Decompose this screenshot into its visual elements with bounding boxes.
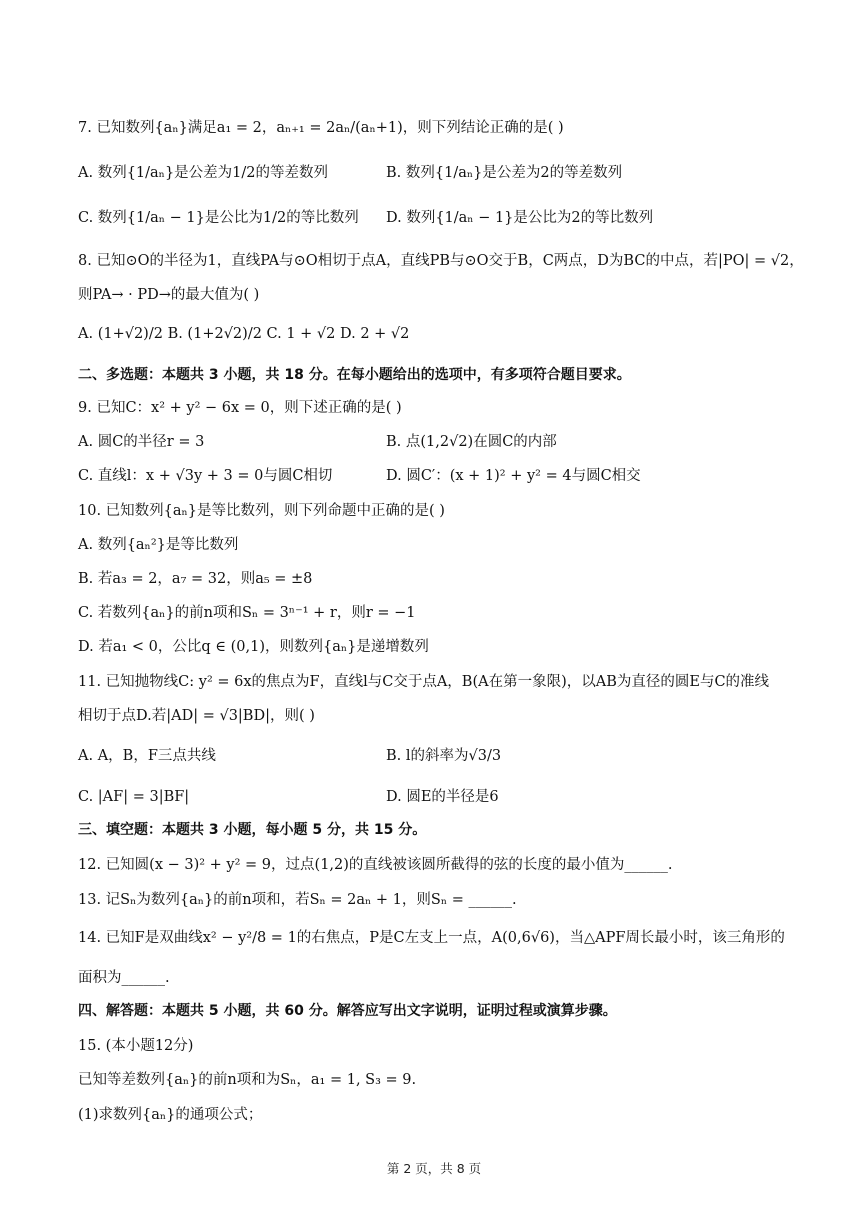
page-footer: 第 2 页，共 8 页 xyxy=(386,1161,482,1176)
q9-option-a: A. 圆C的半径r = 3 xyxy=(78,434,205,450)
q12-stem: 12. 已知圆(x − 3)² + y² = 9，过点(1,2)的直线被该圆所截得的弦的长度的最小值为______. xyxy=(78,857,673,873)
q11-option-a: A. A，B，F三点共线 xyxy=(78,748,216,764)
q7-option-a: A. 数列{1/aₙ}是公差为1/2的等差数列 xyxy=(78,165,329,181)
q7-option-c: C. 数列{1/aₙ − 1}是公比为1/2的等比数列 xyxy=(78,210,359,226)
q11-option-d: D. 圆E的半径是6 xyxy=(386,789,499,805)
q11-stem: 11. 已知抛物线C: y² = 6x的焦点为F，直线l与C交于点A，B(A在第一象限)，以AB为直径的圆E与C的准线 xyxy=(78,674,770,690)
q7-stem: 7. 已知数列{aₙ}满足a₁ = 2，aₙ₊₁ = 2aₙ/(aₙ+1)，则下列结论正确的是( ) xyxy=(78,120,564,136)
section-3-heading: 三、填空题：本题共 3 小题，每小题 5 分，共 15 分。 xyxy=(78,822,427,838)
q10-option-c: C. 若数列{aₙ}的前n项和Sₙ = 3ⁿ⁻¹ + r，则r = −1 xyxy=(78,605,416,621)
q9-stem: 9. 已知C：x² + y² − 6x = 0，则下述正确的是( ) xyxy=(78,400,402,416)
q7-option-d: D. 数列{1/aₙ − 1}是公比为2的等比数列 xyxy=(386,210,654,226)
q8-options: A. (1+√2)/2 B. (1+2√2)/2 C. 1 + √2 D. 2 + √2 xyxy=(78,326,410,342)
q8-stem: 8. 已知⊙O的半径为1，直线PA与⊙O相切于点A，直线PB与⊙O交于B，C两点，D为BC的中点，若|PO| = √2， xyxy=(78,253,804,269)
q15-stem: 已知等差数列{aₙ}的前n项和为Sₙ，a₁ = 1, S₃ = 9. xyxy=(78,1072,417,1088)
q9-option-c: C. 直线l：x + √3y + 3 = 0与圆C相切 xyxy=(78,468,333,484)
q11-option-b: B. l的斜率为√3/3 xyxy=(386,748,502,764)
q9-option-d: D. 圆C′：(x + 1)² + y² = 4与圆C相交 xyxy=(386,468,641,484)
q11-stem-cont: 相切于点D.若|AD| = √3|BD|，则( ) xyxy=(78,708,315,724)
q10-stem: 10. 已知数列{aₙ}是等比数列，则下列命题中正确的是( ) xyxy=(78,503,445,519)
section-2-heading: 二、多选题：本题共 3 小题，共 18 分。在每小题给出的选项中，有多项符合题目要求。 xyxy=(78,367,631,383)
q10-option-d: D. 若a₁ < 0，公比q ∈ (0,1)，则数列{aₙ}是递增数列 xyxy=(78,639,429,655)
q9-option-b: B. 点(1,2√2)在圆C的内部 xyxy=(386,434,557,450)
q13-stem: 13. 记Sₙ为数列{aₙ}的前n项和，若Sₙ = 2aₙ + 1，则Sₙ = ______. xyxy=(78,892,517,908)
q10-option-b: B. 若a₃ = 2，a₇ = 32，则a₅ = ±8 xyxy=(78,571,313,587)
q11-option-c: C. |AF| = 3|BF| xyxy=(78,789,190,805)
q7-option-b: B. 数列{1/aₙ}是公差为2的等差数列 xyxy=(386,165,623,181)
q14-stem-cont: 面积为______. xyxy=(78,970,170,986)
q14-stem: 14. 已知F是双曲线x² − y²/8 = 1的右焦点，P是C左支上一点，A(0,6√6)，当△APF周长最小时，该三角形的 xyxy=(78,930,785,946)
section-4-heading: 四、解答题：本题共 5 小题，共 60 分。解答应写出文字说明，证明过程或演算步骤。 xyxy=(78,1003,617,1019)
q8-stem-cont: 则PA→ · PD→的最大值为( ) xyxy=(78,287,260,303)
q15-part1: (1)求数列{aₙ}的通项公式； xyxy=(78,1107,263,1123)
q10-option-a: A. 数列{aₙ²}是等比数列 xyxy=(78,537,239,553)
q15-title: 15. (本小题12分) xyxy=(78,1038,194,1054)
